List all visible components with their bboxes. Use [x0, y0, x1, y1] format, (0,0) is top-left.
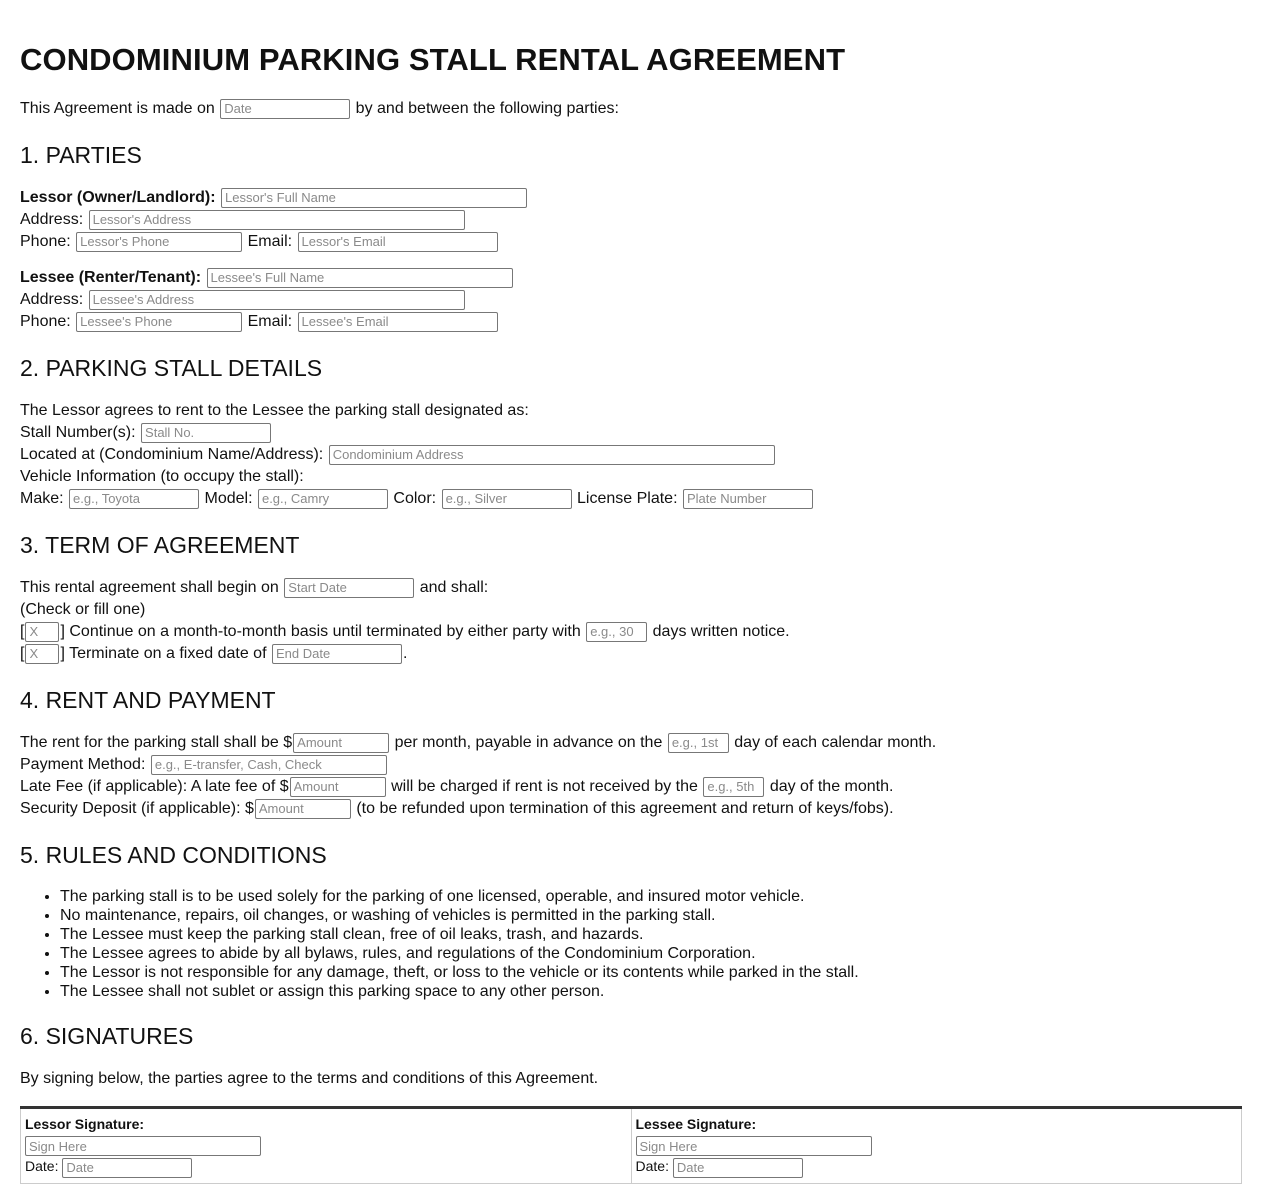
lessor-label: Lessor (Owner/Landlord): [20, 189, 216, 206]
late-fee-day-input[interactable] [703, 777, 764, 797]
plate-label: License Plate: [577, 490, 678, 507]
lessee-phone-input[interactable] [76, 312, 242, 332]
late-fee-amount-input[interactable] [290, 777, 386, 797]
rules-list [20, 887, 1242, 1001]
rules-heading: 5. RULES AND CONDITIONS [20, 842, 327, 868]
lessor-address-input[interactable] [89, 210, 465, 230]
lessor-block [20, 187, 1242, 253]
end-date-input[interactable] [272, 644, 402, 664]
option2-after-text: . [402, 645, 408, 662]
rent-block [20, 732, 1242, 820]
lessee-date-input[interactable] [673, 1158, 803, 1178]
late-fee-after-text: day of the month. [769, 778, 894, 795]
term-heading: 3. TERM OF AGREEMENT [20, 532, 300, 558]
list-item: • The Lessee must keep the parking stall clean, free of oil leaks, trash, and hazards. [60, 925, 1242, 944]
check-note: (Check or fill one) [20, 601, 146, 618]
term-block [20, 577, 1242, 665]
late-fee-before-text: Late Fee (if applicable): A late fee of $ [20, 778, 289, 795]
lessor-signature-label: Lessor Signature: [25, 1116, 145, 1132]
intro-line [20, 98, 1242, 120]
list-item: • The Lessee shall not sublet or assign this parking space to any other person. [60, 982, 1242, 1001]
model-label: Model: [204, 490, 253, 507]
lessee-email-input[interactable] [298, 312, 498, 332]
option1-after-text: days written notice. [652, 623, 790, 640]
lessor-email-input[interactable] [298, 232, 498, 252]
signature-table [20, 1106, 1242, 1184]
bracket-open: [ [20, 623, 25, 640]
bracket-close: ] [60, 645, 65, 662]
rent-due-day-input[interactable] [668, 733, 729, 753]
deposit-before-text: Security Deposit (if applicable): $ [20, 800, 254, 817]
lessee-date-label: Date: [635, 1158, 669, 1175]
term-begin-after-text: and shall: [419, 579, 489, 596]
vehicle-info-label: Vehicle Information (to occupy the stall): [20, 468, 304, 485]
bracket-close: ] [60, 623, 65, 640]
make-label: Make: [20, 490, 64, 507]
page-title: CONDOMINIUM PARKING STALL RENTAL AGREEMENT [20, 42, 846, 77]
model-input[interactable] [258, 489, 388, 509]
bracket-open: [ [20, 645, 25, 662]
lessee-phone-label: Phone: [20, 313, 71, 330]
intro-before-text: This Agreement is made on [20, 100, 215, 117]
signatures-heading: 6. SIGNATURES [20, 1023, 194, 1049]
lessee-name-input[interactable] [207, 268, 513, 288]
rent-amount-input[interactable] [293, 733, 389, 753]
lessor-phone-input[interactable] [76, 232, 242, 252]
fixed-date-check-input[interactable] [25, 644, 59, 664]
color-input[interactable] [442, 489, 572, 509]
make-input[interactable] [69, 489, 199, 509]
lessee-signature-input[interactable] [636, 1136, 872, 1156]
notice-days-input[interactable] [586, 622, 647, 642]
color-label: Color: [393, 490, 437, 507]
agreement-date-input[interactable] [220, 99, 350, 119]
lessee-signature-label: Lessee Signature: [635, 1116, 757, 1132]
intro-after-text: by and between the following parties: [355, 100, 619, 117]
stall-block [20, 400, 1242, 510]
rent-after-text: day of each calendar month. [734, 734, 937, 751]
lessor-signature-cell [21, 1108, 632, 1184]
stall-location-label: Located at (Condominium Name/Address): [20, 446, 324, 463]
plate-input[interactable] [683, 489, 813, 509]
lessee-address-input[interactable] [89, 290, 465, 310]
list-item: • No maintenance, repairs, oil changes, or washing of vehicles is permitted in the parking stall. [60, 906, 1242, 925]
list-item: • The Lessee agrees to abide by all bylaws, rules, and regulations of the Condominium Corporation. [60, 944, 1242, 963]
lessor-signature-input[interactable] [25, 1136, 261, 1156]
list-item: • The parking stall is to be used solely for the parking of one licensed, operable, and insured motor vehicle. [60, 887, 1242, 906]
stall-intro: The Lessor agrees to rent to the Lessee the parking stall designated as: [20, 402, 529, 419]
lessor-name-input[interactable] [221, 188, 527, 208]
list-item: • The Lessor is not responsible for any damage, theft, or loss to the vehicle or its contents while parked in the stall. [60, 963, 1242, 982]
lessee-email-label: Email: [247, 313, 293, 330]
late-fee-middle-text: will be charged if rent is not received by the [391, 778, 698, 795]
stall-heading: 2. PARKING STALL DETAILS [20, 355, 323, 381]
month-to-month-check-input[interactable] [25, 622, 59, 642]
stall-number-label: Stall Number(s): [20, 424, 136, 441]
rent-before-text: The rent for the parking stall shall be $ [20, 734, 293, 751]
lessor-email-label: Email: [247, 233, 293, 250]
deposit-after-text: (to be refunded upon termination of this agreement and return of keys/fobs). [356, 800, 894, 817]
lessee-address-label: Address: [20, 291, 84, 308]
parties-heading: 1. PARTIES [20, 142, 142, 168]
payment-method-label: Payment Method: [20, 756, 146, 773]
lessor-date-label: Date: [25, 1158, 59, 1175]
deposit-amount-input[interactable] [255, 799, 351, 819]
payment-method-input[interactable] [151, 755, 387, 775]
lessor-phone-label: Phone: [20, 233, 71, 250]
stall-number-input[interactable] [141, 423, 271, 443]
option2-text: Terminate on a fixed date of [69, 645, 267, 662]
stall-location-input[interactable] [329, 445, 775, 465]
lessee-label: Lessee (Renter/Tenant): [20, 269, 202, 286]
term-begin-text: This rental agreement shall begin on [20, 579, 279, 596]
rent-heading: 4. RENT AND PAYMENT [20, 687, 276, 713]
lessor-address-label: Address: [20, 211, 84, 228]
signatures-intro: By signing below, the parties agree to the terms and conditions of this Agreement. [20, 1070, 599, 1087]
option1-text: Continue on a month-to-month basis until terminated by either party with [69, 623, 581, 640]
rent-middle-text: per month, payable in advance on the [394, 734, 663, 751]
lessee-block [20, 267, 1242, 333]
start-date-input[interactable] [284, 578, 414, 598]
lessor-date-input[interactable] [62, 1158, 192, 1178]
lessee-signature-cell [631, 1108, 1242, 1184]
